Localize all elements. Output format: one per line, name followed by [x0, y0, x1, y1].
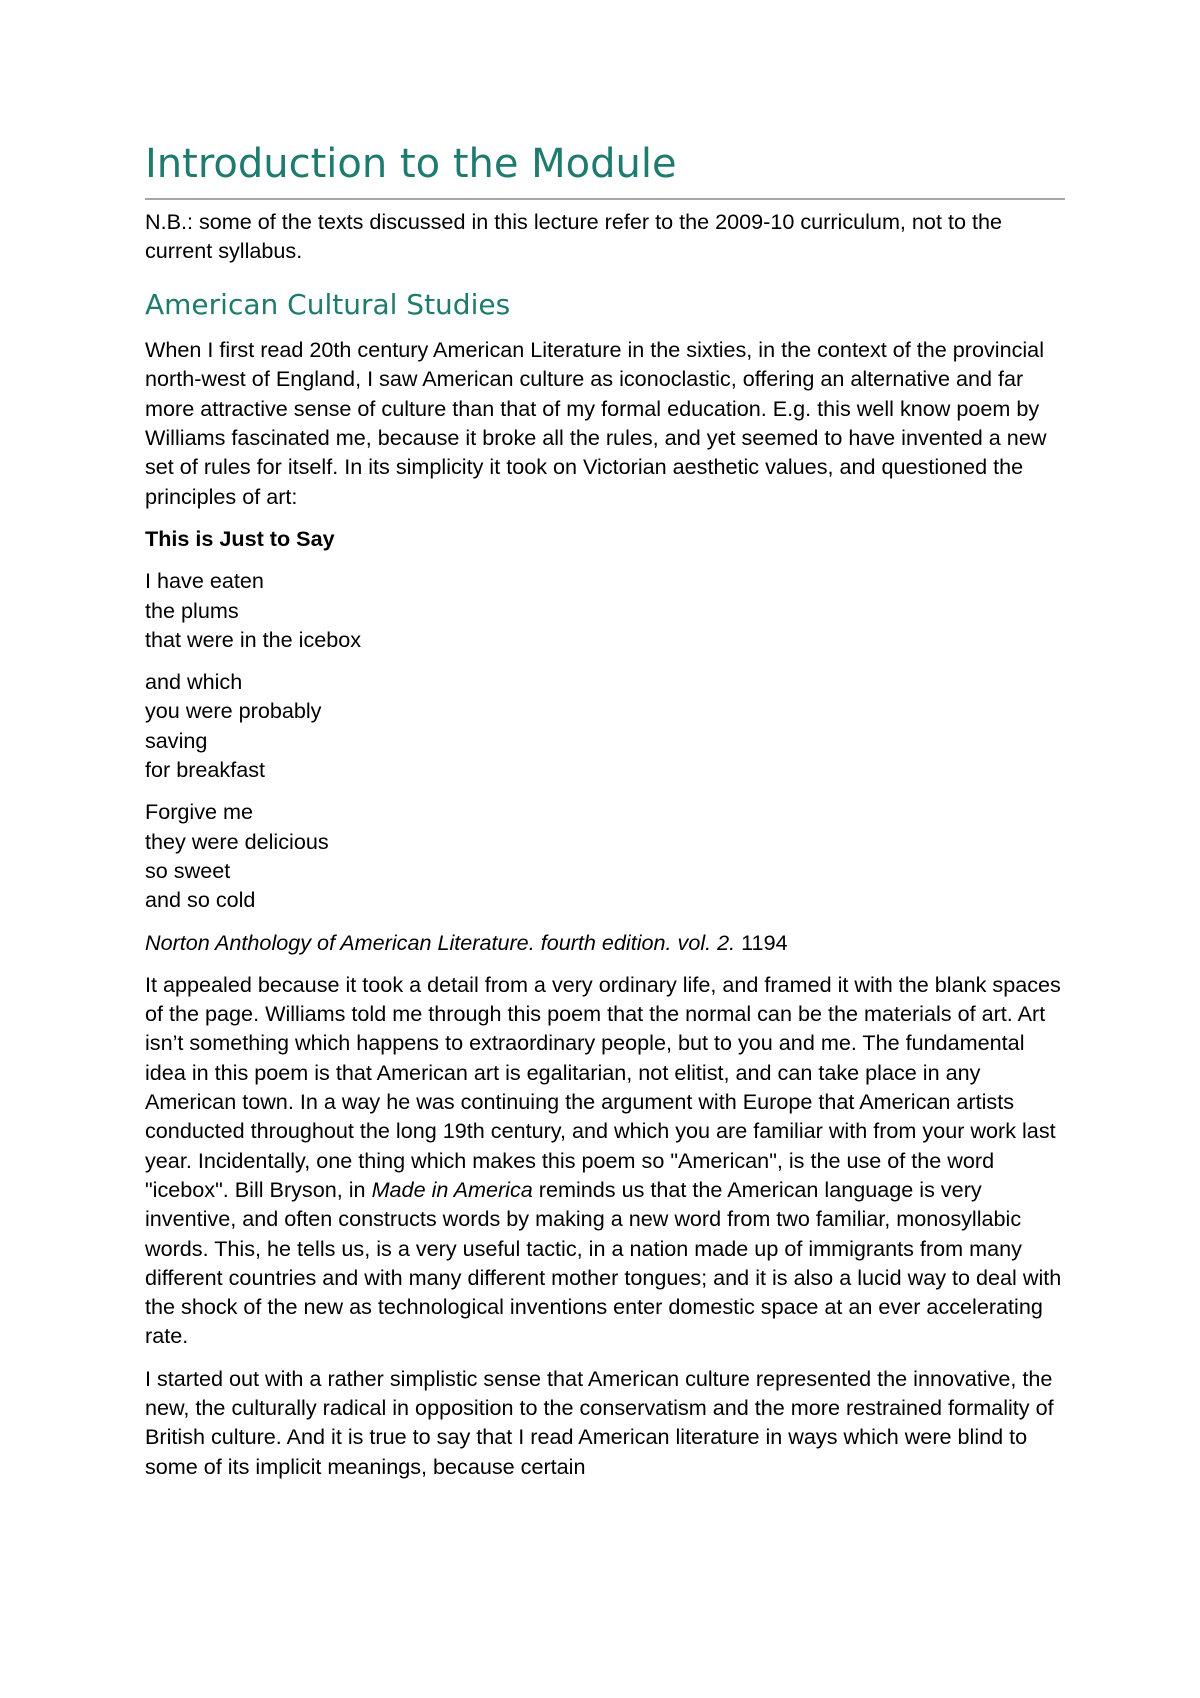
- citation: [145, 928, 1065, 957]
- poem-line: I have eaten: [145, 568, 264, 594]
- paragraph-text: It appealed because it took a detail from a very ordinary life, and framed it with the blank spaces of the page. Williams told me through this poem that the normal can be the materials of art. Art isn’t something which happens to extraordinary people, but to you and me. The fundamental idea in this poem is that American art is egalitarian, not elitist, and can take place in any American town. In a way he was continuing the argument with Europe that American artists conducted throughout the long 19th century, and which you are familiar with from your work last year. Incidentally, one thing which makes this poem so "American", is the use of the word "icebox". Bill Bryson, in: [145, 971, 1061, 1202]
- poem-line: so sweet: [145, 857, 231, 883]
- citation-source: Norton Anthology of American Literature. fourth edition. vol. 2.: [145, 929, 736, 955]
- poem-line: that were in the icebox: [145, 626, 362, 652]
- citation-page: 1194: [735, 929, 788, 955]
- body-paragraph-2: [145, 970, 1065, 1351]
- section-heading: American Cultural Studies: [145, 287, 511, 321]
- book-title: Made in America: [371, 1176, 533, 1202]
- poem-stanza-1: [145, 566, 1065, 654]
- page-title: Introduction to the Module: [145, 141, 677, 187]
- poem-stanza-2: [145, 667, 1065, 784]
- poem-line: and which: [145, 669, 243, 695]
- poem-line: Forgive me: [145, 799, 254, 825]
- intro-paragraph: When I first read 20th century American Literature in the sixties, in the context of the provincial north-west of England, I saw American culture as iconoclastic, offering an alternative and far more attractive sense of culture than that of my formal education. E.g. this well know poem by Williams fascinated me, because it broke all the rules, and yet seemed to have invented a new set of rules for itself. In its simplicity it took on Victorian aesthetic values, and questioned the principles of art:: [145, 337, 1047, 509]
- poem-line: you were probably: [145, 698, 322, 724]
- paragraph-text: reminds us that the American language is very inventive, and often constructs words by making a new word from two familiar, monosyllabic words. This, he tells us, is a very useful tactic, in a nation made up of immigrants from many different countries and with many different mother tongues; and it is also a lucid way to deal with the shock of the new as technological inventions enter domestic space at an ever accelerating rate.: [145, 1176, 1062, 1349]
- poem-line: and so cold: [145, 887, 256, 913]
- poem-line: the plums: [145, 597, 239, 623]
- title-divider: [145, 198, 1065, 200]
- poem-stanza-3: [145, 797, 1065, 914]
- note-paragraph: N.B.: some of the texts discussed in this lecture refer to the 2009-10 curriculum, not to the current syllabus.: [145, 209, 1002, 264]
- poem-line: they were delicious: [145, 828, 329, 854]
- poem-line: for breakfast: [145, 757, 266, 783]
- document-page: [145, 140, 1065, 1494]
- poem-title: This is Just to Say: [145, 525, 335, 551]
- poem-line: saving: [145, 727, 208, 753]
- body-paragraph-3: I started out with a rather simplistic sense that American culture represented the innovative, the new, the culturally radical in opposition to the conservatism and the more restrained formality of British culture. And it is true to say that I read American literature in ways which were blind to some of its implicit meanings, because certain: [145, 1365, 1054, 1479]
